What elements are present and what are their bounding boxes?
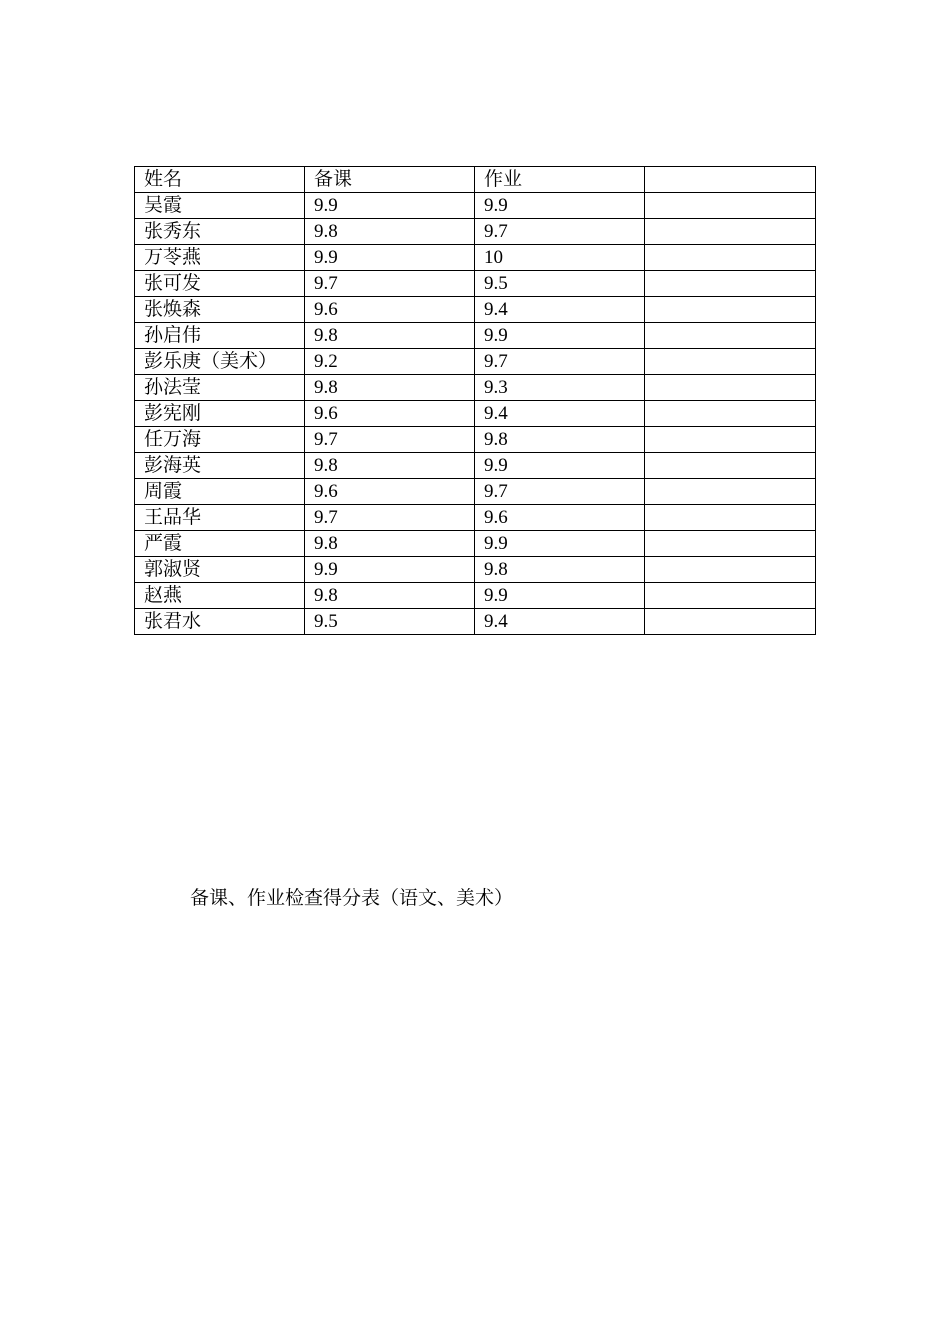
table-row [135,453,816,479]
cell-homework: 9.7 [475,479,645,505]
cell-name: 吴霞 [135,193,305,219]
cell-prep: 9.8 [305,375,475,401]
cell-name: 彭海英 [135,453,305,479]
cell-name: 张焕森 [135,297,305,323]
cell-extra [645,505,816,531]
header-prep: 备课 [305,167,475,193]
cell-prep: 9.8 [305,219,475,245]
cell-prep: 9.9 [305,193,475,219]
table-row [135,505,816,531]
cell-extra [645,245,816,271]
cell-name: 孙启伟 [135,323,305,349]
cell-extra [645,401,816,427]
cell-name: 王品华 [135,505,305,531]
cell-extra [645,557,816,583]
cell-homework: 9.9 [475,583,645,609]
cell-name: 严霞 [135,531,305,557]
cell-prep: 9.7 [305,427,475,453]
cell-homework: 9.9 [475,323,645,349]
table-caption: 备课、作业检查得分表（语文、美术） [190,887,514,909]
cell-homework: 9.5 [475,271,645,297]
cell-homework: 9.3 [475,375,645,401]
cell-prep: 9.6 [305,479,475,505]
cell-prep: 9.6 [305,297,475,323]
table-row [135,479,816,505]
cell-prep: 9.8 [305,583,475,609]
cell-name: 张君水 [135,609,305,635]
cell-name: 赵燕 [135,583,305,609]
cell-name: 任万海 [135,427,305,453]
table-row [135,323,816,349]
cell-extra [645,349,816,375]
table-row [135,219,816,245]
cell-name: 周霞 [135,479,305,505]
cell-extra [645,271,816,297]
header-homework: 作业 [475,167,645,193]
cell-prep: 9.9 [305,557,475,583]
table-row [135,531,816,557]
table-row [135,401,816,427]
cell-homework: 9.7 [475,219,645,245]
table-row [135,297,816,323]
cell-name: 张可发 [135,271,305,297]
cell-extra [645,375,816,401]
cell-homework: 9.8 [475,427,645,453]
cell-homework: 9.9 [475,193,645,219]
table-row [135,271,816,297]
cell-name: 彭乐庚（美术） [135,349,305,375]
cell-homework: 9.9 [475,531,645,557]
table-row [135,427,816,453]
cell-extra [645,297,816,323]
cell-extra [645,219,816,245]
table-header-row [135,167,816,193]
cell-extra [645,427,816,453]
table-row [135,245,816,271]
cell-homework: 9.6 [475,505,645,531]
cell-name: 彭宪刚 [135,401,305,427]
cell-name: 万苓燕 [135,245,305,271]
cell-prep: 9.5 [305,609,475,635]
cell-homework: 9.4 [475,297,645,323]
header-extra [645,167,816,193]
cell-homework: 9.8 [475,557,645,583]
cell-prep: 9.6 [305,401,475,427]
cell-prep: 9.2 [305,349,475,375]
cell-prep: 9.9 [305,245,475,271]
cell-name: 孙法莹 [135,375,305,401]
cell-prep: 9.7 [305,505,475,531]
cell-homework: 10 [475,245,645,271]
cell-extra [645,323,816,349]
table-row [135,375,816,401]
cell-homework: 9.4 [475,401,645,427]
cell-prep: 9.7 [305,271,475,297]
table-row [135,349,816,375]
table-row [135,583,816,609]
cell-extra [645,479,816,505]
score-table [134,166,816,635]
header-name: 姓名 [135,167,305,193]
cell-extra [645,609,816,635]
cell-prep: 9.8 [305,323,475,349]
table-row [135,609,816,635]
table-row [135,557,816,583]
cell-prep: 9.8 [305,453,475,479]
cell-extra [645,453,816,479]
cell-homework: 9.9 [475,453,645,479]
table-row [135,193,816,219]
cell-homework: 9.4 [475,609,645,635]
cell-prep: 9.8 [305,531,475,557]
cell-extra [645,531,816,557]
cell-extra [645,583,816,609]
cell-name: 张秀东 [135,219,305,245]
cell-homework: 9.7 [475,349,645,375]
cell-extra [645,193,816,219]
cell-name: 郭淑贤 [135,557,305,583]
table-body [135,193,816,635]
